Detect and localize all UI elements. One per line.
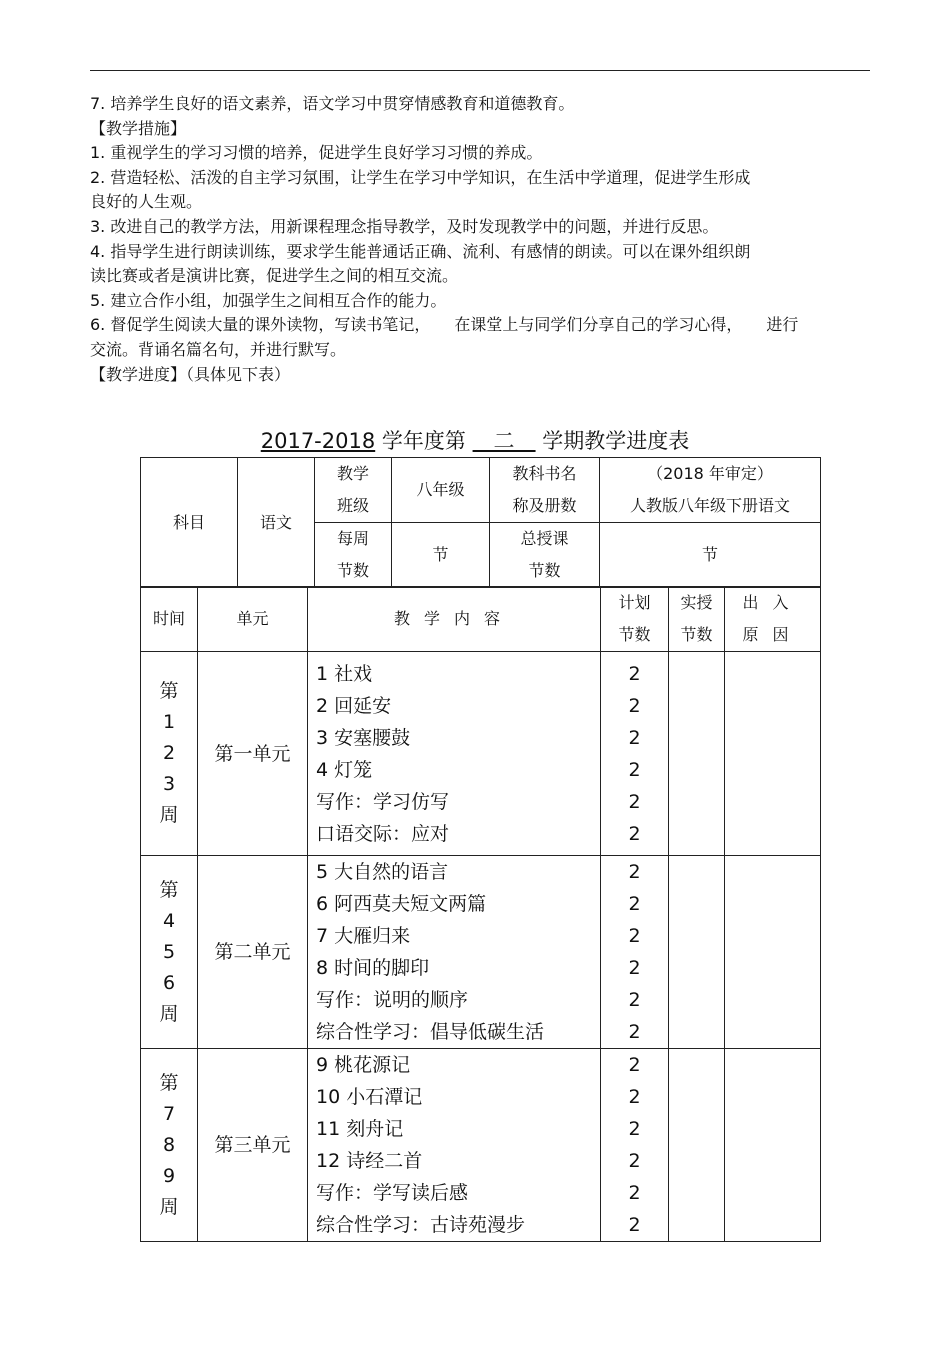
list-item: 5 大自然的语言 (316, 861, 449, 883)
unit-actual (669, 856, 725, 1049)
unit-weeks: 第 7 8 9 周 (141, 1049, 198, 1242)
unit-weeks: 第 1 2 3 周 (141, 652, 198, 856)
subject-label: 科目 (141, 458, 238, 588)
intro-line: 1. 重视学生的学习习惯的培养，促进学生良好学习习惯的养成。 (90, 143, 543, 163)
unit-weeks: 第 4 5 6 周 (141, 856, 198, 1049)
class-value: 八年级 (392, 458, 490, 523)
list-item: 综合性学习：倡导低碳生活 (316, 1021, 545, 1043)
column-header-row (141, 587, 821, 652)
table-row (141, 1049, 821, 1242)
intro-paragraphs (90, 92, 870, 387)
list-item: 6 阿西莫夫短文两篇 (316, 893, 487, 915)
col-unit: 单元 (198, 587, 308, 652)
col-actual: 实授 节数 (669, 587, 725, 652)
col-time: 时间 (141, 587, 198, 652)
book-label: 教科书名 称及册数 (490, 458, 600, 523)
list-item: 12 诗经二首 (316, 1150, 423, 1172)
list-item: 9 桃花源记 (316, 1054, 411, 1076)
class-label: 教学 班级 (315, 458, 392, 523)
weekly-label: 每周 节数 (315, 523, 392, 588)
intro-line: 5. 建立合作小组，加强学生之间相互合作的能力。 (90, 290, 447, 310)
unit-plan: 2 2 2 2 2 2 (601, 1049, 669, 1242)
course-info-table (140, 457, 821, 588)
weekly-value: 节 (392, 523, 490, 588)
intro-line: 6. 督促学生阅读大量的课外读物，写读书笔记， 在课堂上与同学们分享自己的学习心得， 进行 (90, 315, 799, 335)
intro-line: 7. 培养学生良好的语文素养，语文学习中贯穿情感教育和道德教育。 (90, 94, 575, 113)
unit-plan: 2 2 2 2 2 2 (601, 652, 669, 856)
col-content: 教学内容 (308, 587, 601, 652)
list-item: 8 时间的脚印 (316, 957, 430, 979)
table-row (141, 652, 821, 856)
title-term: 二 (472, 429, 536, 453)
table-row (141, 856, 821, 1049)
intro-line: 3. 改进自己的教学方法，用新课程理念指导教学，及时发现教学中的问题，并进行反思。 (90, 216, 719, 236)
list-item: 2 回延安 (316, 694, 392, 717)
list-item: 4 灯笼 (316, 758, 373, 781)
intro-line: 2. 营造轻松、活泼的自主学习氛围，让学生在学习中学知识，在生活中学道理，促进学生形成 (90, 167, 751, 187)
unit-reason (725, 1049, 821, 1242)
unit-lessons (308, 856, 601, 1049)
subject-value: 语文 (238, 458, 315, 588)
list-item: 1 社戏 (316, 662, 373, 685)
col-reason: 出入 原因 (725, 587, 821, 652)
intro-line: 【教学进度】（具体见下表） (90, 364, 291, 384)
list-item: 7 大雁归来 (316, 925, 411, 947)
list-item: 3 安塞腰鼓 (316, 726, 411, 749)
unit-actual (669, 652, 725, 856)
unit-reason (725, 652, 821, 856)
intro-line: 读比赛或者是演讲比赛，促进学生之间的相互交流。 (90, 266, 459, 286)
list-item: 口语交际：应对 (316, 822, 450, 845)
unit-lessons (308, 1049, 601, 1242)
list-item: 10 小石潭记 (316, 1086, 423, 1108)
total-value: 节 (600, 523, 821, 588)
intro-line: 良好的人生观。 (90, 192, 203, 212)
intro-line: 4. 指导学生进行朗读训练，要求学生能普通话正确、流利、有感情的朗读。可以在课外组织朗 (90, 241, 751, 261)
unit-lessons (308, 652, 601, 856)
header-rule (90, 70, 870, 71)
schedule-title (0, 425, 950, 455)
col-plan: 计划 节数 (601, 587, 669, 652)
unit-plan: 2 2 2 2 2 2 (601, 856, 669, 1049)
intro-line: 【教学措施】 (90, 118, 187, 138)
title-text: 学年度第 (375, 429, 473, 453)
total-label: 总授课 节数 (490, 523, 600, 588)
title-text: 学期教学进度表 (535, 429, 690, 453)
title-year: 2017-2018 (260, 429, 376, 453)
unit-actual (669, 1049, 725, 1242)
list-item: 写作：说明的顺序 (316, 989, 469, 1011)
unit-name: 第三单元 (198, 1049, 308, 1242)
unit-name: 第一单元 (198, 652, 308, 856)
list-item: 写作：学写读后感 (316, 1182, 469, 1204)
book-value: （2018 年审定） 人教版八年级下册语文 (600, 458, 821, 523)
schedule-table (140, 586, 821, 1242)
list-item: 写作：学习仿写 (316, 790, 450, 813)
intro-line: 交流。背诵名篇名句，并进行默写。 (90, 339, 347, 359)
unit-name: 第二单元 (198, 856, 308, 1049)
list-item: 综合性学习：古诗苑漫步 (316, 1214, 526, 1236)
unit-reason (725, 856, 821, 1049)
list-item: 11 刻舟记 (316, 1118, 404, 1140)
